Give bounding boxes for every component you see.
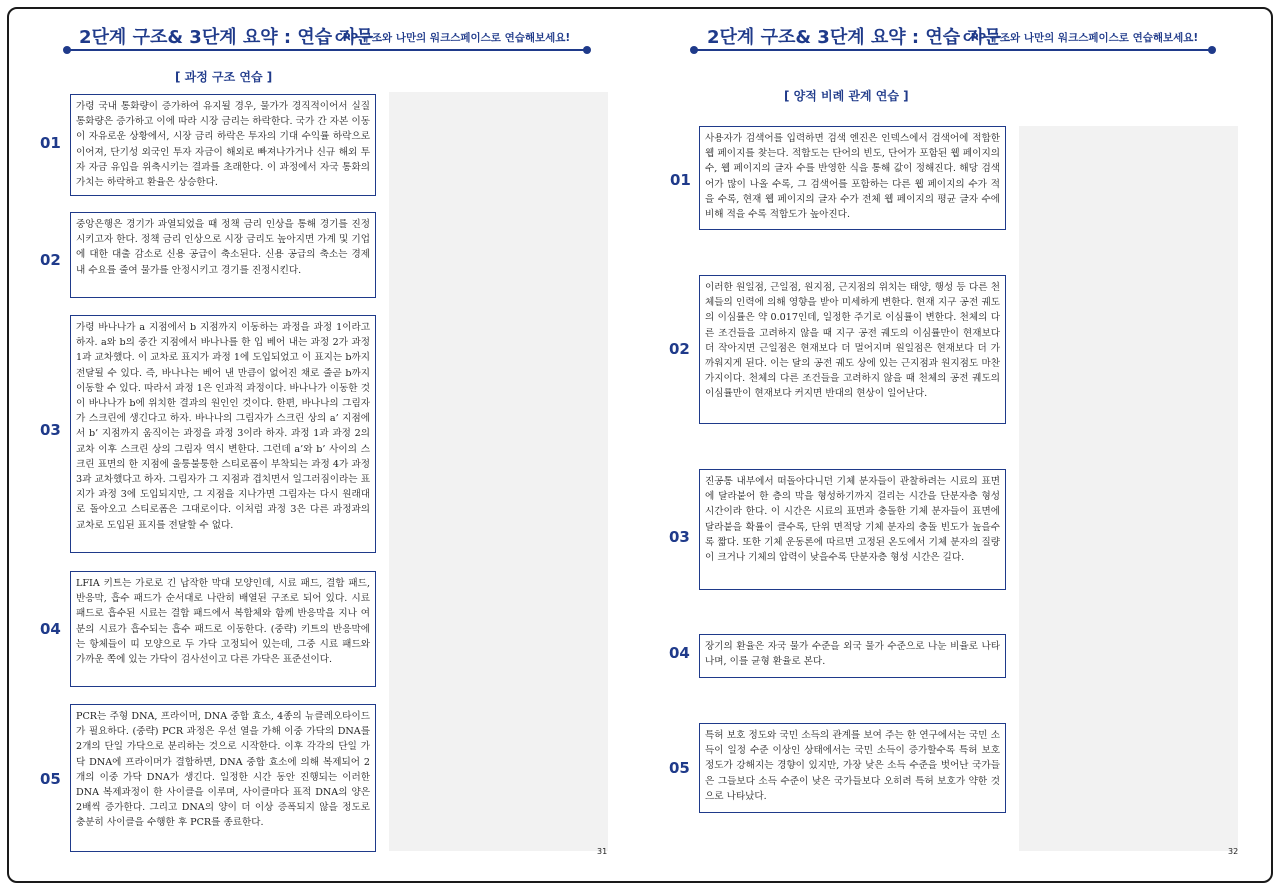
page-number: 32 (1228, 847, 1239, 856)
passage-box: 진공통 내부에서 떠돌아다니던 기체 분자들이 관찰하려는 시료의 표면에 달라붙어 한 층의 막을 형성하기까지 걸리는 시간을 단분자층 형성 시간이라 한다. 이 시간은 시료의 표면과 충돌한 기체 분자들이 표면에 달라붙을 확률이 클수록, 단위 면적당 기체 분자의 충돌 빈도가 높을수록 짧다. 또한 기체 운동론에 따르면 고정된 온도에서 기체 분자의 질량이 크거나 기체의 압력이 낮을수록 단분자층 형성 시간은 길다. (699, 469, 1006, 590)
item-number: 05 (40, 770, 61, 788)
page-number: 31 (597, 847, 608, 856)
passage-box: 가령 국내 통화량이 증가하여 유지될 경우, 물가가 경직적이어서 실질 통화량은 증가하고 이에 따라 시장 금리는 하락한다. 국가 간 자본 이동이 자유로운 상황에서, 시장 금리 하락은 투자의 기대 수익률 하락으로 이어져, 단기성 외국인 투자 자금이 해외로 빠져나가거나 신규 해외 투자 자금 유입을 위축시키는 결과를 초래한다. 이 과정에서 자국 통화의 가치는 하락하고 환율은 상승한다. (70, 94, 376, 196)
passage-box: 중앙은행은 경기가 과열되었을 때 정책 금리 인상을 통해 경기를 진정시키고자 한다. 정책 금리 인상으로 시장 금리도 높아지면 가계 및 기업에 대한 대출 감소로 신용 공급이 축소된다. 신용 공급의 축소는 경제 내 수요를 줄여 물가를 안정시키고 경기를 진정시킨다. (70, 212, 376, 298)
page-title: 2단계 구조& 3단계 요약 : 연습 지문 (79, 27, 374, 48)
workspace-panel (389, 92, 608, 851)
header-divider (694, 49, 1212, 51)
workspace-panel (1019, 126, 1238, 851)
passage-box: 가령 바나나가 a 지점에서 b 지점까지 이동하는 과정을 과정 1이라고 하자. a와 b의 중간 지점에서 바나나를 한 입 베어 내는 과정 2가 과정 1과 교차했다. 이 교차로 표지가 과정 1에 도입되었고 이 표지는 b까지 전달될 수 있다. 즉, 바나나는 베어 낸 만큼이 없어진 채로 줄곧 b까지 이동할 수 있다. 따라서 과정 1은 인과적 과정이다. 바나나가 이동한 것이 바나나가 b에 위치한 결과의 원인인 것이다. 한편, 바나나의 그림자가 스크린에 생긴다고 하자. 바나나의 그림자가 스크린 상의 a’ 지점에서 b’ 지점까지 움직이는 과정을 과정 3이라 하자. 과정 1과 과정 2의 교차 이후 스크린 상의 그림자 역시 변한다. 그런데 a’와 b’ 사이의 스크린 표면의 한 지점에 울퉁불퉁한 스티로폼이 부착되는 과정 4가 과정 3과 교차했다고 하자. 그림자가 그 지점과 겹치면서 일그러짐이라는 표지가 과정 3에 도입되지만, 그 지점을 지나가면 그림자는 다시 원래대로 돌아오고 스티로폼은 그대로이다. 이처럼 과정 3은 다른 과정과의 교차로 도입된 표지를 전달할 수 없다. (70, 315, 376, 553)
passage-box: PCR는 주형 DNA, 프라이머, DNA 중합 효소, 4종의 뉴클레오타이드가 필요하다. (중략) PCR 과정은 우선 열을 가해 이중 가닥의 DNA를 2개의 단일 가닥으로 분리하는 것으로 시작한다. 이후 각각의 단일 가닥 DNA에 프라이머가 결합하면, DNA 중합 효소에 의해 복제되어 2개의 이중 가닥 DNA가 생긴다. 일정한 시간 동안 진행되는 이러한 DNA 복제과정이 한 사이클을 이루며, 사이클마다 표적 DNA의 양은 2배씩 증가한다. 그리고 DNA의 양이 더 이상 증폭되지 않을 정도로 충분히 사이클을 수행한 후 PCR를 종료한다. (70, 704, 376, 852)
item-number: 01 (670, 171, 691, 189)
spread-frame (7, 7, 1273, 883)
page-subtitle: CPP 구조와 나만의 워크스페이스로 연습해보세요! (963, 32, 1199, 44)
section-label: [ 양적 비례 관계 연습 ] (784, 89, 909, 103)
page-title: 2단계 구조& 3단계 요약 : 연습 지문 (707, 27, 1002, 48)
item-number: 04 (669, 644, 690, 662)
header-divider (67, 49, 587, 51)
item-number: 04 (40, 620, 61, 638)
item-number: 02 (669, 340, 690, 358)
item-number: 01 (40, 134, 61, 152)
passage-box: LFIA 키트는 가로로 긴 납작한 막대 모양인데, 시료 패드, 결합 패드, 반응막, 흡수 패드가 순서대로 나란히 배열된 구조로 되어 있다. 시료 패드로 흡수된 시료는 결합 패드에서 복합체와 함께 반응막을 지나 여분의 시료가 흡수되는 흡수 패드로 이동한다. (중략) 키트의 반응막에는 항체들이 띠 모양으로 두 가닥 고정되어 있는데, 그중 시료 패드와 가까운 쪽에 있는 가닥이 검사선이고 다른 가닥은 표준선이다. (70, 571, 376, 687)
page-right (639, 9, 1279, 869)
passage-box: 장기의 환율은 자국 물가 수준을 외국 물가 수준으로 나눈 비율로 나타나며, 이를 균형 환율로 본다. (699, 634, 1006, 678)
page-left (9, 9, 639, 869)
item-number: 03 (40, 421, 61, 439)
passage-box: 특허 보호 정도와 국민 소득의 관계를 보여 주는 한 연구에서는 국민 소득이 일정 수준 이상인 상태에서는 국민 소득이 증가할수록 특허 보호 정도가 강해지는 경향이 있지만, 가장 낮은 소득 수준을 벗어난 국가들은 그들보다 소득 수준이 낮은 국가들보다 오히려 특허 보호가 약한 것으로 나타났다. (699, 723, 1006, 813)
passage-box: 이러한 원일점, 근일점, 원지점, 근지점의 위치는 태양, 행성 등 다른 천체들의 인력에 의해 영향을 받아 미세하게 변한다. 현재 지구 공전 궤도의 이심률은 약 0.017인데, 일정한 주기로 이심률이 변한다. 천체의 다른 조건들을 고려하지 않을 때 지구 공전 궤도의 이심률만이 현재보다 더 작아지면 근일점은 현재보다 더 멀어지며 원일점은 현재보다 더 가까워지게 된다. 이는 달의 공전 궤도 상에 있는 근지점과 원지점도 마찬가지이다. 천체의 다른 조건들을 고려하지 않을 때 천체의 공전 궤도의 이심률만이 현재보다 커지면 반대의 현상이 일어난다. (699, 275, 1006, 424)
item-number: 02 (40, 251, 61, 269)
section-label: [ 과정 구조 연습 ] (175, 70, 273, 84)
page-subtitle: CPP 구조와 나만의 워크스페이스로 연습해보세요! (335, 32, 571, 44)
item-number: 03 (669, 528, 690, 546)
passage-box: 사용자가 검색어를 입력하면 검색 엔진은 인덱스에서 검색어에 적합한 웹 페이지를 찾는다. 적합도는 단어의 빈도, 단어가 포함된 웹 페이지의 수, 웹 페이지의 글자 수를 반영한 식을 통해 값이 정해진다. 해당 검색어가 많이 나올 수록, 그 검색어를 포함하는 다른 웹 페이지의 수가 적을 수록, 현재 웹 페이지의 글자 수가 전체 웹 페이지의 평균 글자 수에 비해 적을 수록 적합도가 높아진다. (699, 126, 1006, 230)
item-number: 05 (669, 759, 690, 777)
